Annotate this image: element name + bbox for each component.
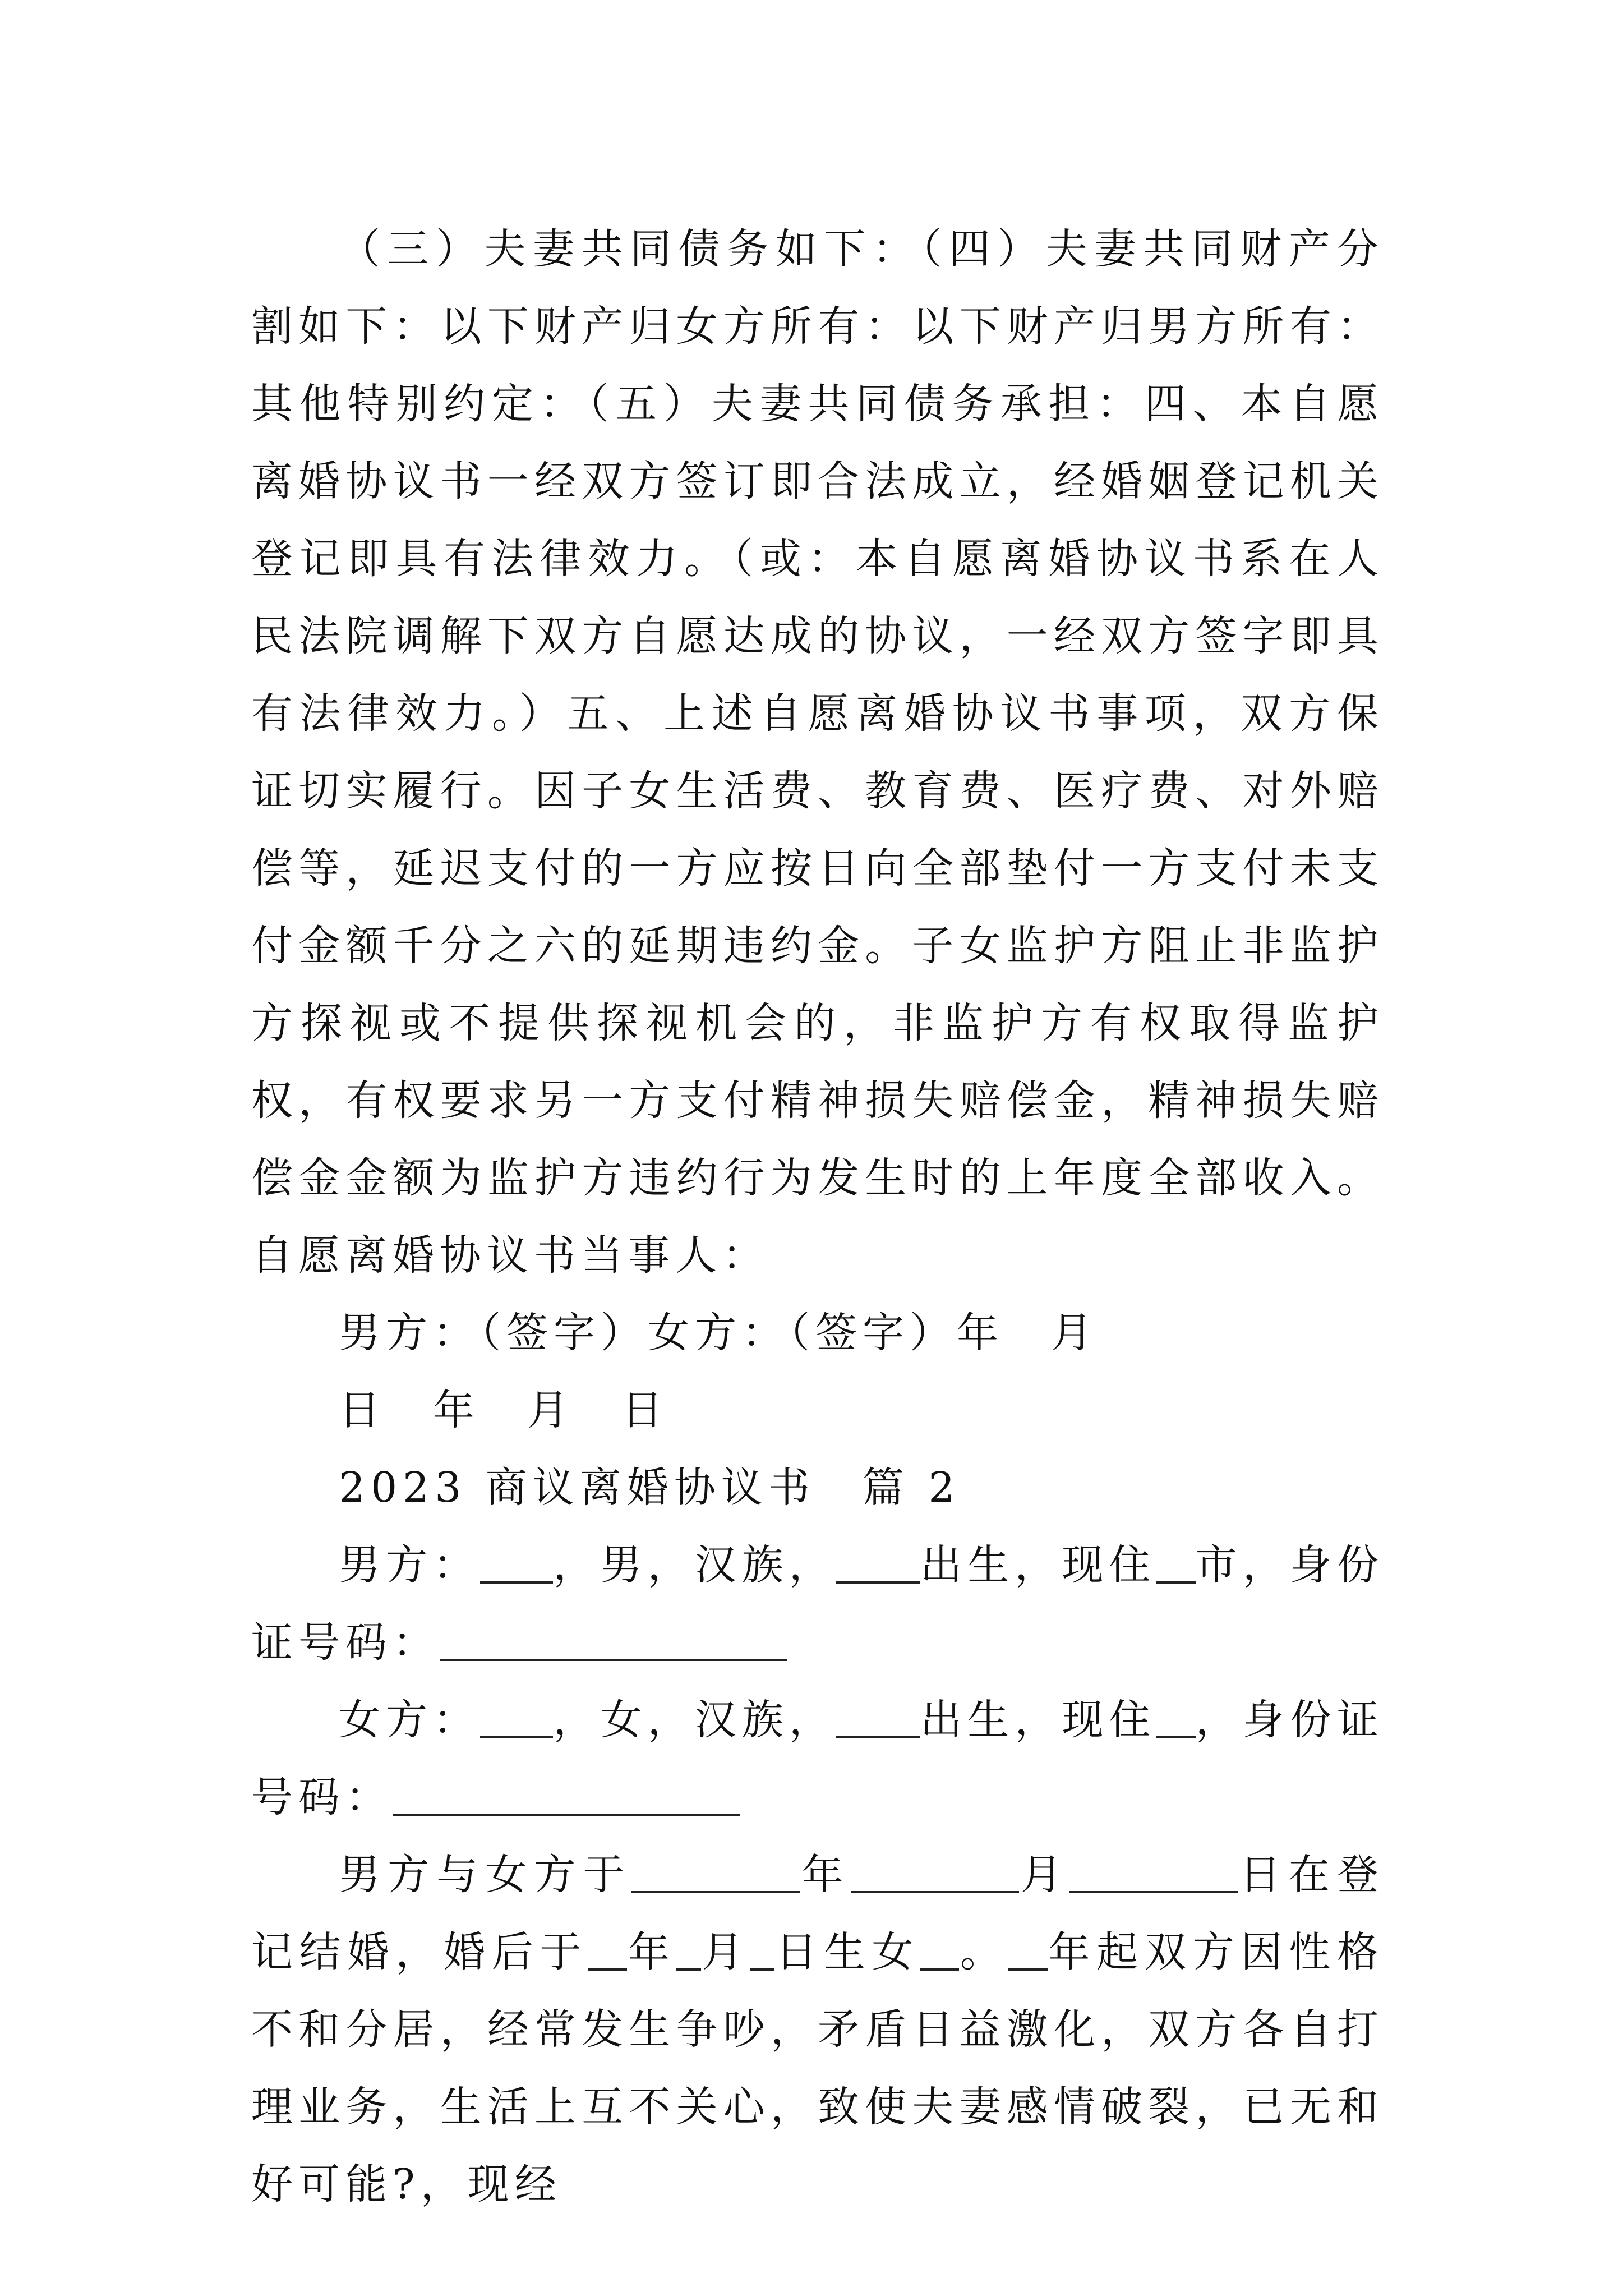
male-text-1: ，男，汉族， [553, 1541, 837, 1589]
male-text-2: 出生，现住 [920, 1541, 1156, 1589]
section-title: 2023 商议离婚协议书 篇 2 [339, 1464, 961, 1512]
child-day-blank [750, 1929, 774, 1971]
female-id-blank [393, 1774, 740, 1816]
signature-date-line: 日 年 月 日 [339, 1386, 668, 1434]
female-address-blank [1156, 1697, 1196, 1738]
male-label: 男方： [339, 1541, 481, 1589]
marriage-text-1: 男方与女方于 [339, 1851, 632, 1899]
marriage-text-2: 日在登记结婚，婚后于 [251, 1851, 1385, 1976]
female-birth-blank [836, 1697, 920, 1738]
child-day-label: 日生女 [774, 1928, 920, 1976]
child-year-blank [588, 1929, 627, 1971]
marriage-paragraph [251, 1836, 1384, 2223]
child-month-blank [676, 1929, 701, 1971]
male-id-blank [440, 1619, 787, 1661]
male-text-3: 市，身份证号码： [251, 1541, 1385, 1667]
male-name-blank [480, 1542, 553, 1584]
female-label: 女方： [339, 1696, 481, 1744]
marriage-month-blank [851, 1852, 1019, 1893]
female-text-2: 出生，现住 [920, 1696, 1156, 1744]
male-birth-blank [836, 1542, 920, 1584]
marriage-year-blank [631, 1852, 800, 1893]
child-name-blank [920, 1929, 959, 1971]
marriage-year-label: 年 [800, 1851, 851, 1899]
female-text-3: ，身份证号码： [251, 1696, 1385, 1821]
agreement-clauses-paragraph: （三）夫妻共同债务如下：（四）夫妻共同财产分割如下：以下财产归女方所有：以下财产归男方所有：其他特别约定：（五）夫妻共同债务承担：四、本自愿离婚协议书一经双方签订即合法成立，经婚姻登记机关登记即具有法律效力。（或：本自愿离婚协议书系在人民法院调解下双方自愿达成的协议，一经双方签字即具有法律效力。）五、上述自愿离婚协议书事项，双方保证切实履行。因子女生活费、教育费、医疗费、对外赔偿等，延迟支付的一方应按日向全部垫付一方支付未支付金额千分之六的延期违约金。子女监护方阻止非监护方探视或不提供探视机会的，非监护方有权取得监护权，有权要求另一方支付精神损失赔偿金，精神损失赔偿金金额为监护方违约行为发生时的上年度全部收入。自愿离婚协议书当事人： [251, 225, 1384, 1280]
male-party-paragraph [251, 1526, 1384, 1681]
female-party-paragraph [251, 1681, 1384, 1836]
marriage-text-7: 年起双方因性格不和分居，经常发生争吵，矛盾日益激化，双方各自打理业务，生活上互不关心，致使夫妻感情破裂，已无和好可能?，现经 [251, 1928, 1384, 2208]
female-name-blank [480, 1697, 553, 1738]
marriage-day-blank [1069, 1852, 1238, 1893]
marriage-month-label: 月 [1018, 1851, 1069, 1899]
child-month-label: 月 [700, 1928, 750, 1976]
document-body [251, 210, 1384, 2223]
child-year-label: 年 [627, 1928, 676, 1976]
female-text-1: ，女，汉族， [553, 1696, 837, 1744]
marriage-text-6: 。 [959, 1928, 1008, 1976]
male-city-blank [1156, 1542, 1196, 1584]
separation-year-blank [1008, 1929, 1048, 1971]
signature-line: 男方：（签字）女方：（签字）年 月 [339, 1309, 1098, 1357]
